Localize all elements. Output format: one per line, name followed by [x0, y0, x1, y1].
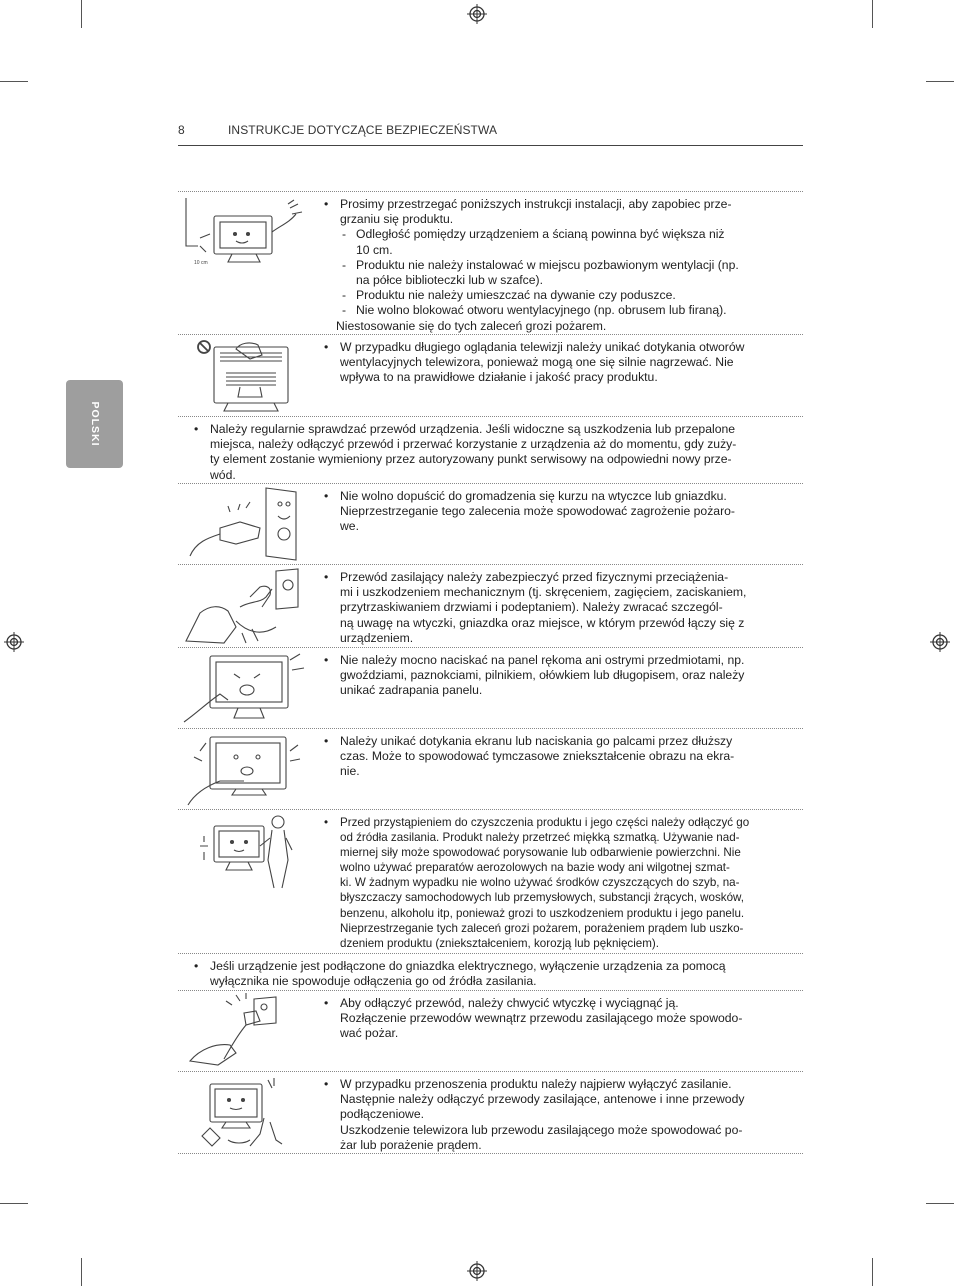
dust-bullet: • Nie wolno dopuścić do gromadzenia się kurzu na wtyczce lub gniazdku. Nieprzestrzeganie tego zalecenia może spowodować zagrożenie pożaro- we. — [324, 489, 803, 535]
panel-press-row — [178, 647, 803, 728]
crop-mark — [0, 1203, 28, 1204]
page-header — [178, 123, 803, 146]
no-touch-prohibition-icon — [198, 341, 210, 353]
screen-touch-row — [178, 728, 803, 809]
panel-press-illustration — [180, 650, 308, 726]
crop-mark — [81, 1258, 82, 1286]
cleaning-row — [178, 809, 803, 953]
registration-mark-icon — [467, 1261, 487, 1281]
cord-protect-illustration — [180, 567, 308, 645]
page-number: 8 — [178, 123, 185, 137]
header-title: INSTRUKCJE DOTYCZĄCE BEZPIECZEŃSTWA — [228, 123, 498, 137]
moving-bullet: • W przypadku przenoszenia produktu należy najpierw wyłączyć zasilanie. Następnie należy odłączyć przewody zasilające, antenowe i inne przewody podłączeniowe. Uszkodzenie telewizora lub przewodu zasilającego może spowodować po- żar lub porażenie prądem. — [324, 1077, 803, 1153]
vents-row — [178, 334, 803, 416]
dust-row — [178, 483, 803, 564]
crop-mark — [872, 0, 873, 28]
safety-instructions — [178, 191, 803, 1154]
crop-mark — [81, 0, 82, 28]
installation-dash: - Odległość pomiędzy urządzeniem a ścianą powinna być większa niż 10 cm. — [324, 227, 803, 257]
crop-mark — [926, 81, 954, 82]
registration-mark-icon — [930, 632, 950, 652]
dust-illustration — [180, 486, 308, 562]
language-tab-label: POLSKI — [88, 401, 101, 447]
cord-check-row — [178, 416, 803, 483]
power-switch-row — [178, 953, 803, 990]
unplug-row — [178, 990, 803, 1071]
vents-illustration — [180, 337, 308, 413]
cleaning-bullet: • Przed przystąpieniem do czyszczenia produktu i jego części należy odłączyć go od źródła zasilania. Produkt należy przetrzeć miękką szmatką. Używanie nad- miernej siły może spowodować porysowanie lub odbarwienie powierzchni. Nie wolno używać preparatów aerozolowych na bazie wody ani wilgotnej szmat- ki. W żadnym wypadku nie wolno używać środków czyszczących do szyb, na- błyszczaczy samochodowych lub przemysłowych, substancji żrących, wosków, benzenu, alkoholu itp, ponieważ grozi to uszkodzeniem produktu i jego panelu. Nieprzestrzeganie tych zaleceń grozi pożarem, porażeniem prądem lub uszko- dzeniem produktu (zniekształceniem, korozją lub pęknięciem). — [324, 815, 803, 951]
moving-illustration — [180, 1074, 308, 1150]
crop-mark — [0, 81, 28, 82]
installation-dash: - Produktu nie należy umieszczać na dywanie czy poduszce. — [324, 288, 803, 303]
installation-dash: - Nie wolno blokować otworu wentylacyjnego (np. obrusem lub firaną). — [324, 303, 803, 318]
panel-press-bullet: • Nie należy mocno naciskać na panel rękoma ani ostrymi przedmiotami, np. gwoździami, paznokciami, pilnikiem, ołówkiem lub długopisem, oraz należy unikać zadrapania panelu. — [324, 653, 803, 699]
power-switch-bullet: • Jeśli urządzenie jest podłączone do gniazdka elektrycznego, wyłączenie urządzenia za pomocą wyłącznika nie spowoduje odłączenia go od źródła zasilania. — [194, 959, 803, 989]
cord-check-bullet: • Należy regularnie sprawdzać przewód urządzenia. Jeśli widoczne są uszkodzenia lub przepalone miejsca, należy odłączyć przewód i przerwać korzystanie z urządzenia aż do momentu, gdy zuży- ty element zostanie wymieniony przez autoryzowany punkt serwisowy na odpowiedni nowy prze- wód. — [194, 422, 803, 483]
registration-mark-icon — [4, 632, 24, 652]
crop-mark — [926, 1203, 954, 1204]
distance-label: 10 cm — [194, 260, 208, 266]
screen-touch-illustration — [180, 731, 308, 807]
installation-dash: - Produktu nie należy instalować w miejscu pozbawionym wentylacji (np. na półce biblioteczki lub w szafce). — [324, 258, 803, 288]
installation-illustration — [180, 194, 308, 266]
cord-protect-bullet: • Przewód zasilający należy zabezpieczyć przed fizycznymi przeciążenia- mi i uszkodzeniem mechanicznym (tj. skręceniem, zagięciem, zaciskaniem, przytrzaskiwaniem drzwiami i podeptaniem). Należy zwracać szczegól- ną uwagę na wtyczki, gniazdka oraz miejsce, w którym przewód łączy się z urządzeniem. — [324, 570, 803, 646]
cord-protect-row — [178, 564, 803, 647]
registration-mark-icon — [467, 4, 487, 24]
crop-mark — [872, 1258, 873, 1286]
vents-bullet: • W przypadku długiego oglądania telewizji należy unikać dotykania otworów wentylacyjnych telewizora, ponieważ mogą one się silnie nagrzewać. Nie wpływa to na prawidłowe działanie i jakość pracy produktu. — [324, 340, 803, 386]
moving-row — [178, 1071, 803, 1154]
installation-note: Niestosowanie się do tych zaleceń grozi pożarem. — [336, 318, 607, 333]
installation-bullet: • Prosimy przestrzegać poniższych instrukcji instalacji, aby zapobiec prze- grzaniu się produktu. — [324, 197, 803, 227]
installation-row — [178, 191, 803, 334]
unplug-bullet: • Aby odłączyć przewód, należy chwycić wtyczkę i wyciągnąć ją. Rozłączenie przewodów wewnątrz przewodu zasilającego może spowodo- wać pożar. — [324, 996, 803, 1042]
unplug-illustration — [180, 993, 308, 1069]
screen-touch-bullet: • Należy unikać dotykania ekranu lub naciskania go palcami przez dłuższy czas. Może to spowodować tymczasowe zniekształcenie obrazu na ekra- nie. — [324, 734, 803, 780]
language-tab — [66, 380, 123, 468]
cleaning-illustration — [180, 812, 308, 892]
